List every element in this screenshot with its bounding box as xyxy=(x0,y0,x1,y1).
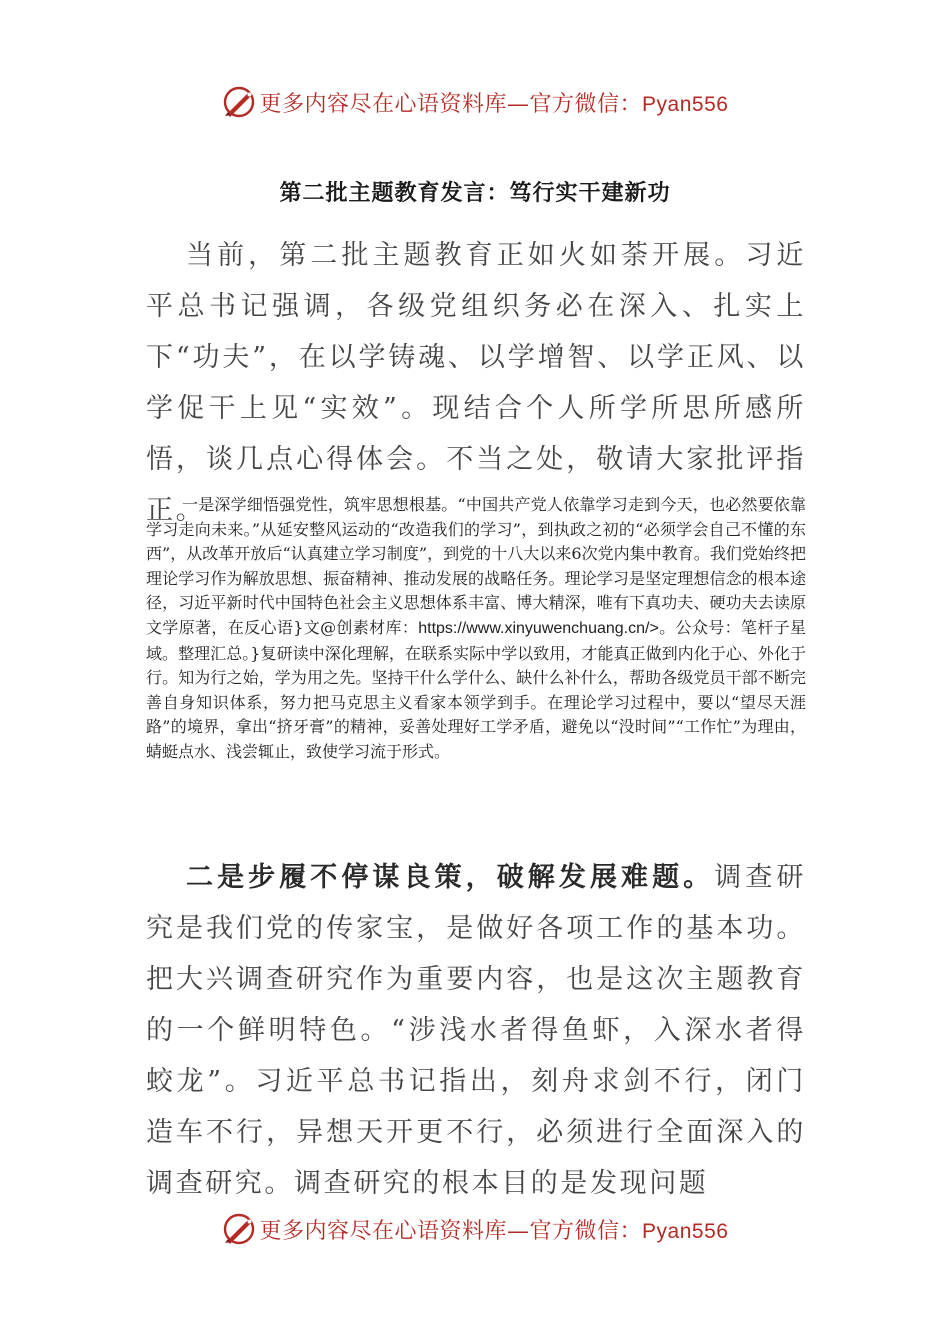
section-two-heading: 二是步履不停谋良策，破解发展难题。 xyxy=(186,862,715,893)
section-one-paragraph: 一是深学细悟强党性，筑牢思想根基。“中国共产党人依靠学习走到今天，也必然要依靠学习走向未来。”从延安整风运动的“改造我们的学习”，到执政之初的“必须学会自己不懂的东西”，从改革开放后“认真建立学习制度”，到党的十八大以来6次党内集中教育。我们党始终把理论学习作为解放思想、振奋精神、推动发展的战略任务。理论学习是坚定理想信念的根本途径，习近平新时代中国特色社会主义思想体系丰富、博大精深，唯有下真功夫、硬功夫去读原文学原著，在反心语}文@创素材库：https://www.xinyuwenchuang.cn/>。公众号：笔杆子星域。整理汇总。}复研读中深化理解，在联系实际中学以致用，才能真正做到内化于心、外化于行。知为行之始，学为用之先。坚持干什么学什么、缺什么补什么，帮助各级党员干部不断完善自身知识体系，努力把马克思主义看家本领学到手。在理论学习过程中，要以“望尽天涯路”的境界，拿出“挤牙膏”的精神，妥善处理好工学矛盾，避免以“没时间”“工作忙”为理由，蜻蜓点水、浅尝辄止，致使学习流于形式。 xyxy=(146,495,806,761)
banner-text: 更多内容尽在心语资料库—官方微信：Pyan556 xyxy=(259,1218,729,1244)
intro-paragraph: 当前，第二批主题教育正如火如荼开展。习近平总书记强调，各级党组织务必在深入、扎实上下“功夫”，在以学铸魂、以学增智、以学正风、以学促干上见“实效”。现结合个人所学所思所感所悟，谈几点心得体会。不当之处，敬请大家批评指正。 xyxy=(146,240,806,526)
pen-circle-icon xyxy=(222,1212,256,1246)
pen-circle-icon xyxy=(222,85,256,119)
header-banner xyxy=(0,80,950,124)
wechat-id: Pyan556 xyxy=(642,92,729,116)
wechat-id: Pyan556 xyxy=(642,1219,729,1243)
footer-banner xyxy=(0,1207,950,1251)
page-title: 第二批主题教育发言：笃行实干建新功 xyxy=(279,180,671,206)
website-url: https://www.xinyuwenchuang.cn/> xyxy=(418,619,659,637)
section-two-paragraph: 二是步履不停谋良策，破解发展难题。调查研究是我们党的传家宝，是做好各项工作的基本功。把大兴调查研究作为重要内容，也是这次主题教育的一个鲜明特色。“涉浅水者得鱼虾，入深水者得蛟龙”。习近平总书记指出，刻舟求剑不行，闭门造车不行，异想天开更不行，必须进行全面深入的调查研究。调查研究的根本目的是发现问题 xyxy=(146,862,806,1199)
banner-text: 更多内容尽在心语资料库—官方微信：Pyan556 xyxy=(259,91,729,117)
